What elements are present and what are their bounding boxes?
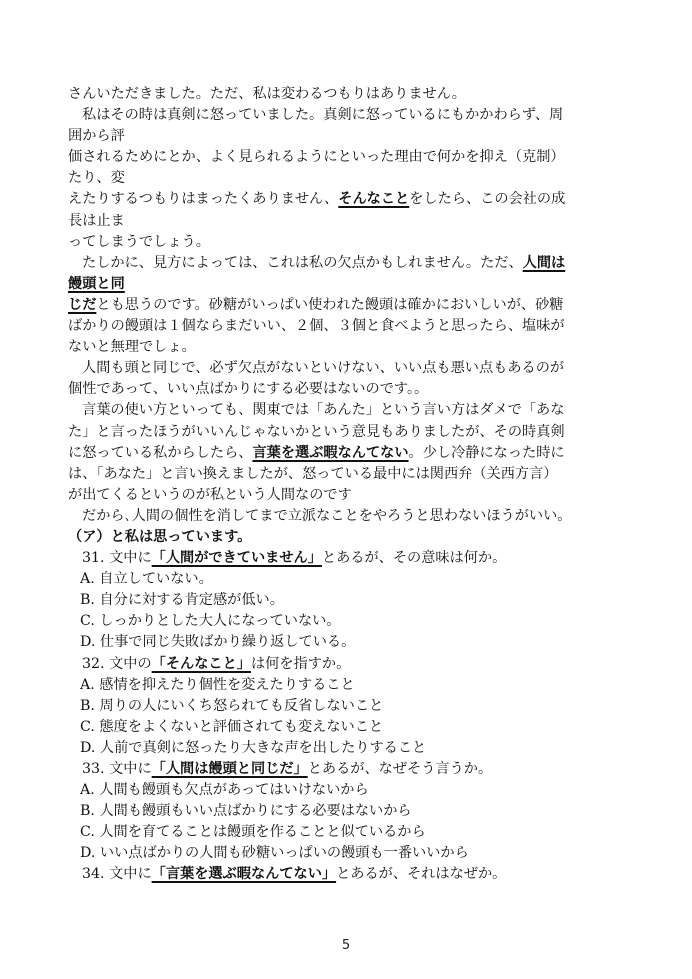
underlined-phrase: 饅頭と同	[68, 275, 125, 292]
passage-line	[68, 295, 634, 316]
passage-text: 人間も頭と同じで、必ず欠点がないといけない、いい点も悪い点もあるのが	[82, 360, 565, 377]
question-prefix: 32. 文中の	[82, 655, 152, 672]
passage-line	[68, 527, 634, 548]
passage-line	[68, 189, 634, 210]
passage-line	[68, 485, 634, 506]
passage-text: （ア）と私は思っています。	[68, 528, 252, 545]
option-text: A. 自立していない。	[80, 571, 213, 588]
question-quote: 「そんなこと」	[151, 655, 251, 672]
passage-line	[68, 105, 634, 126]
document-body	[68, 84, 634, 886]
passage-line	[68, 147, 634, 168]
passage-text: が出てくるというのが私という人間なのです	[68, 486, 352, 503]
passage-text: たり、変	[68, 170, 125, 187]
option-text: D. 人前で真剣に怒ったり大きな声を出したりすること	[80, 739, 427, 756]
underlined-phrase: そんなこと	[338, 191, 410, 208]
question-suffix: とあるが、なぜそう言うか。	[307, 761, 493, 777]
answer-option	[68, 738, 634, 759]
passage-text: た」と言ったほうがいいんじゃないかという意見もありましたが、その時真剣	[68, 423, 565, 440]
passage-text: ばかりの饅頭は１個ならまだいい、２個、３個と食べようと思ったら、塩味が	[68, 318, 565, 335]
passage-line	[68, 253, 634, 274]
passage-line	[68, 316, 634, 337]
question-33	[68, 759, 634, 780]
passage-text: だから､人間の個性を消してまで立派なことをやろうと思わないほうがいい。	[82, 507, 572, 524]
option-text: B. 人間も饅頭もいい点ばかりにする必要はないから	[80, 803, 412, 820]
answer-option	[68, 822, 634, 843]
underlined-phrase: 言葉を選ぶ暇なんてない	[252, 444, 409, 461]
option-text: A. 感情を抑えたり個性を変えたりすること	[80, 676, 355, 693]
question-prefix: 34. 文中に	[82, 866, 152, 883]
passage-text: とも思うのです。砂糖がいっぱい使われた饅頭は確かにおいしいが、砂糖	[96, 296, 564, 313]
option-text: C. 態度をよくないと評価されても変えないこと	[80, 718, 384, 735]
question-suffix: とあるが、それはなぜか。	[336, 866, 507, 883]
underlined-phrase: 人間は	[522, 254, 566, 271]
passage-text: 長は止ま	[68, 212, 125, 229]
answer-option	[68, 696, 634, 717]
question-34	[68, 864, 634, 885]
page-number: 5	[341, 938, 351, 953]
passage-text: をしたら、この会社の成	[409, 191, 566, 208]
option-text: A. 人間も饅頭も欠点があってはいけないから	[80, 782, 369, 799]
option-text: B. 周りの人にいくち怒られても反省しないこと	[80, 697, 384, 714]
answer-option	[68, 569, 634, 590]
option-text: C. 人間を育てることは饅頭を作ることと似ているから	[80, 824, 426, 841]
passage-line	[68, 379, 634, 400]
passage-text: に怒っている私からしたら、	[68, 444, 253, 461]
question-31	[68, 548, 634, 569]
answer-option	[68, 632, 634, 653]
passage-text: ってしまうでしょう。	[68, 233, 210, 250]
option-text: D. 仕事で同じ失敗ばかり繰り返している。	[80, 634, 356, 651]
passage-text: ないと無理でしょ。	[68, 339, 196, 356]
answer-option	[68, 780, 634, 801]
answer-option	[68, 717, 634, 738]
option-text: D. いい点ばかりの人間も砂糖いっぱいの饅頭も一番いいから	[80, 845, 469, 862]
option-text: B. 自分に対する肯定感が低い。	[80, 592, 284, 609]
passage-text: えたりするつもりはまったくありません、	[68, 191, 339, 208]
passage-line	[68, 422, 634, 443]
passage-line	[68, 211, 634, 232]
passage-text: 囲から評	[68, 128, 125, 145]
question-quote: 「人間は饅頭と同じだ」	[151, 761, 308, 777]
passage-line	[68, 232, 634, 253]
passage-line	[68, 358, 634, 379]
question-quote: 「人間ができていません」	[151, 550, 322, 567]
passage-text: 個性であって、いい点ばかりにする必要はないのです。。	[68, 381, 429, 398]
passage-line	[68, 337, 634, 358]
underlined-phrase: じだ	[68, 296, 97, 313]
passage-text: さんいただきました。ただ、私は変わるつもりはありません。	[68, 86, 466, 102]
passage-text: たしかに、見方によっては、これは私の欠点かもしれません。ただ、	[82, 254, 523, 271]
option-text: C. しっかりとした大人になっていない。	[80, 613, 341, 630]
question-32	[68, 654, 634, 675]
passage-text: は、「あなた」と言い換えましたが、怒っている最中には関西弁（关西方言）	[68, 465, 558, 482]
passage-line	[68, 168, 634, 189]
answer-option	[68, 801, 634, 822]
passage-text: 価されるためにとか、よく見られるようにといった理由で何かを抑え（克制）	[68, 149, 565, 166]
question-prefix: 31. 文中に	[82, 550, 152, 567]
answer-option	[68, 675, 634, 696]
passage-text: 私はその時は真剣に怒っていました。真剣に怒っているにもかかわらず、周	[82, 107, 564, 124]
passage-line	[68, 84, 634, 105]
question-quote: 「言葉を選ぶ暇なんてない」	[151, 866, 337, 883]
passage-line	[68, 126, 634, 147]
passage-line	[68, 443, 634, 464]
question-suffix: は何を指すか。	[250, 655, 351, 672]
passage-text: 。少し冷静になった時に	[408, 444, 565, 461]
question-suffix: とあるが、その意味は何か。	[321, 550, 507, 567]
answer-option	[68, 843, 634, 864]
passage-line	[68, 464, 634, 485]
passage-line	[68, 400, 634, 421]
answer-option	[68, 611, 634, 632]
question-prefix: 33. 文中に	[82, 761, 152, 777]
passage-line	[68, 506, 634, 527]
answer-option	[68, 590, 634, 611]
passage-line	[68, 274, 634, 295]
passage-text: 言葉の使い方といっても、関東では「あんた」という言い方はダメで「あな	[82, 402, 565, 419]
